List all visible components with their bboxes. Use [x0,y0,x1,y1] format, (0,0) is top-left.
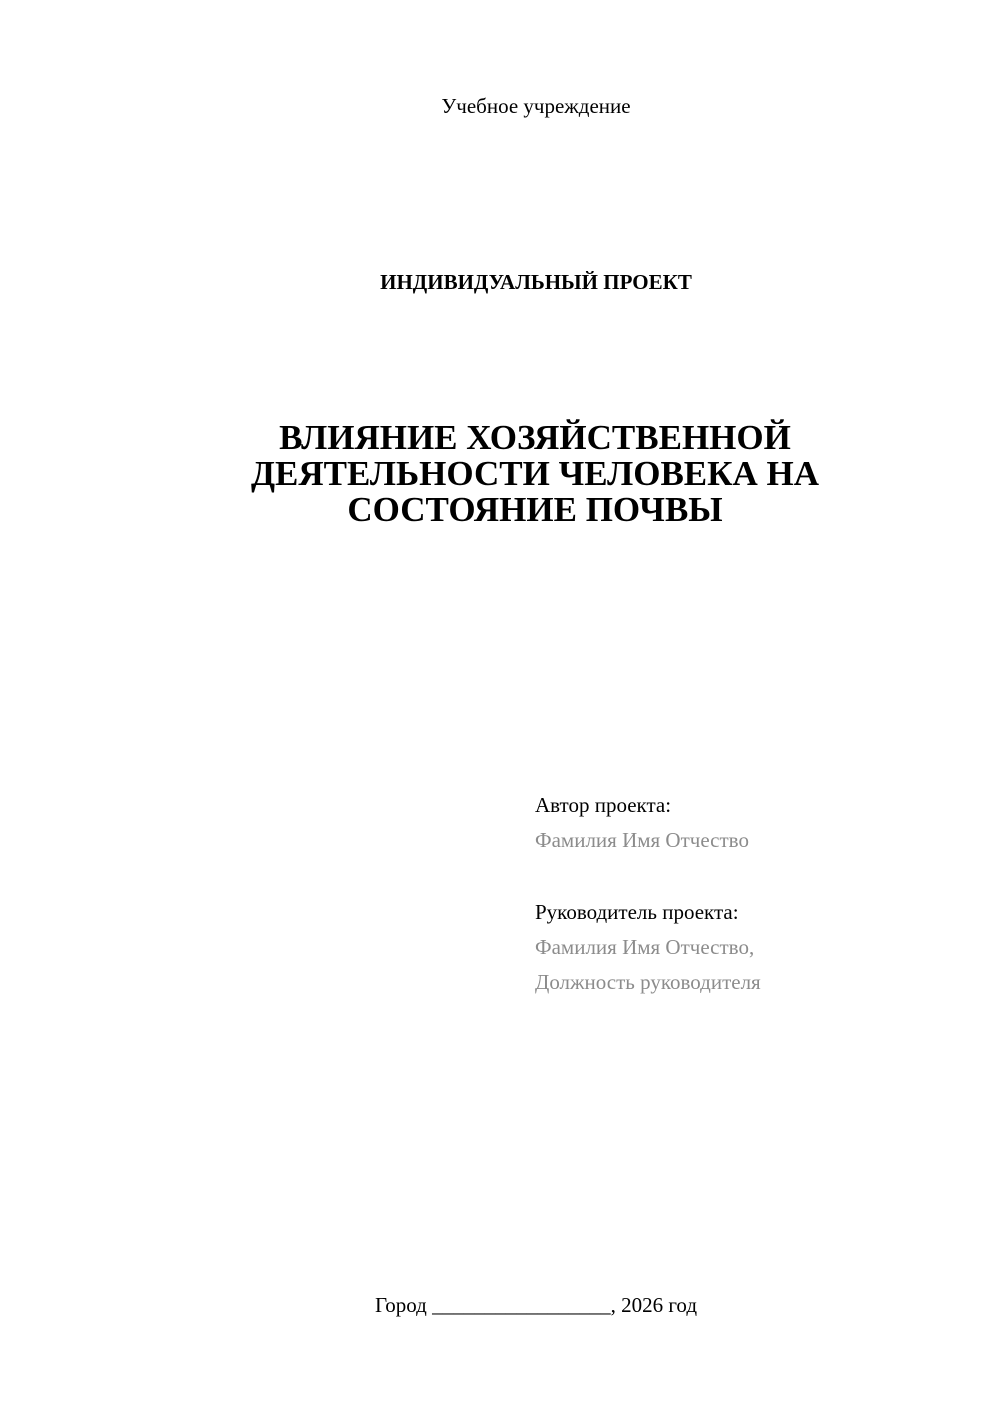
author-name: Фамилия Имя Отчество [535,828,749,852]
author-label: Автор проекта: [535,793,672,817]
credits-block [535,788,965,1000]
supervisor-position: Должность руководителя [535,970,761,994]
project-title-line: ВЛИЯНИЕ ХОЗЯЙСТВЕННОЙ [279,418,791,457]
supervisor-name: Фамилия Имя Отчество, [535,935,755,959]
city-year-line: Город _________________, 2026 год [374,1293,698,1317]
document-type: ИНДИВИДУАЛЬНЫЙ ПРОЕКТ [380,270,692,294]
credits-spacer [535,858,965,895]
supervisor-label: Руководитель проекта: [535,900,739,924]
institution-name: Учебное учреждение [441,94,631,118]
project-title-line: ДЕЯТЕЛЬНОСТИ ЧЕЛОВЕКА НА [250,454,820,493]
project-title [190,420,880,528]
project-title-line: СОСТОЯНИЕ ПОЧВЫ [347,490,723,529]
